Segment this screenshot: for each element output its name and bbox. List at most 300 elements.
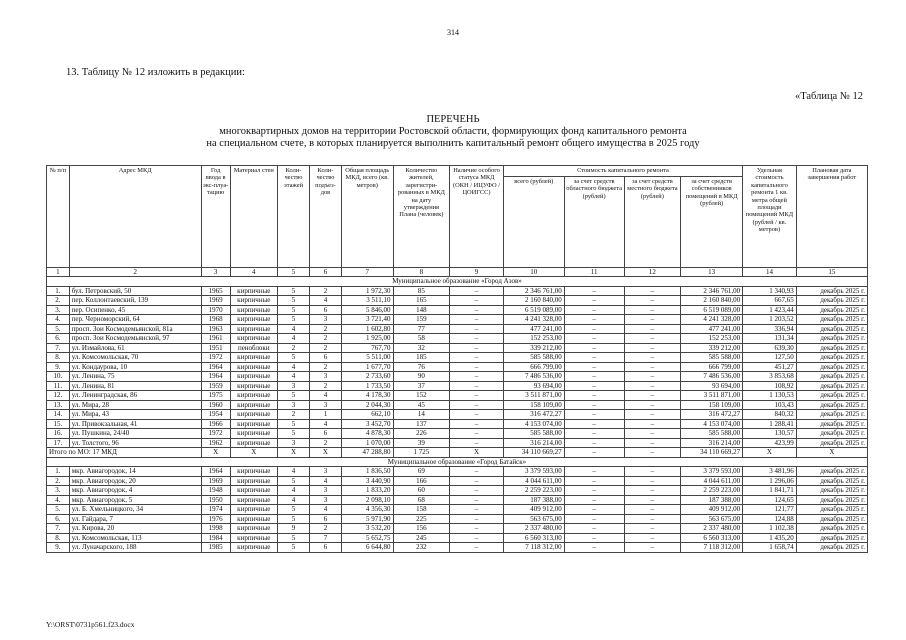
- table-cell: 585 588,00: [503, 429, 564, 439]
- table-cell: 166: [393, 476, 450, 486]
- table-row: [47, 514, 868, 524]
- section-title: Муниципальное образование «Город Батайск»: [47, 457, 868, 467]
- table-cell: декабрь 2025 г.: [796, 495, 867, 505]
- table-cell: –: [564, 410, 624, 420]
- table-cell: 124,65: [743, 495, 797, 505]
- table-cell: 2 337 480,00: [503, 524, 564, 534]
- table-cell: декабрь 2025 г.: [796, 543, 867, 553]
- table-cell: декабрь 2025 г.: [796, 334, 867, 344]
- table-cell: кирпичные: [230, 315, 277, 325]
- table-cell: ул. Ленина, 81: [69, 381, 201, 391]
- total-cell: X: [230, 448, 277, 458]
- table-cell: 6 560 313,00: [503, 533, 564, 543]
- table-cell: 4: [278, 495, 310, 505]
- table-cell: мкр. Авиагородок, 5: [69, 495, 201, 505]
- table-cell: –: [564, 514, 624, 524]
- table-cell: 17.: [47, 438, 70, 448]
- header-cost-owners: за счет средств собственников помещений в МКД (рублей): [681, 177, 743, 268]
- table-cell: –: [450, 324, 504, 334]
- section-title: Муниципальное образование «Город Азов»: [47, 277, 868, 287]
- table-cell: 9: [278, 524, 310, 534]
- table-cell: –: [624, 334, 681, 344]
- table-cell: 1968: [201, 315, 230, 325]
- table-cell: 5: [278, 315, 310, 325]
- total-cell: –: [624, 448, 681, 458]
- table-cell: ул. Мира, 28: [69, 400, 201, 410]
- table-cell: декабрь 2025 г.: [796, 467, 867, 477]
- table-cell: –: [450, 467, 504, 477]
- table-cell: 585 588,00: [681, 353, 743, 363]
- table-cell: –: [564, 400, 624, 410]
- table-cell: –: [564, 533, 624, 543]
- table-cell: 4: [309, 296, 341, 306]
- table-cell: 76: [393, 362, 450, 372]
- table-cell: –: [564, 381, 624, 391]
- table-cell: 339 212,00: [503, 343, 564, 353]
- table-cell: декабрь 2025 г.: [796, 419, 867, 429]
- column-number: 11: [564, 268, 624, 277]
- table-cell: 3 452,70: [341, 419, 393, 429]
- table-cell: 4: [309, 419, 341, 429]
- table-cell: 103,43: [743, 400, 797, 410]
- table-cell: 4: [278, 372, 310, 382]
- table-cell: –: [564, 353, 624, 363]
- table-cell: 39: [393, 438, 450, 448]
- table-cell: 158: [393, 505, 450, 515]
- table-cell: –: [564, 334, 624, 344]
- table-cell: декабрь 2025 г.: [796, 476, 867, 486]
- table-cell: –: [564, 467, 624, 477]
- table-row: [47, 391, 868, 401]
- table-cell: –: [624, 400, 681, 410]
- table-row: [47, 505, 868, 515]
- table-cell: кирпичные: [230, 381, 277, 391]
- table-row: [47, 486, 868, 496]
- table-cell: 3 721,40: [341, 315, 393, 325]
- table-row: [47, 372, 868, 382]
- table-cell: декабрь 2025 г.: [796, 286, 867, 296]
- table-cell: ул. Кондаурова, 10: [69, 362, 201, 372]
- table-cell: –: [624, 296, 681, 306]
- total-cell: X: [309, 448, 341, 458]
- table-cell: 1 435,20: [743, 533, 797, 543]
- column-number: 5: [278, 268, 310, 277]
- table-cell: 1951: [201, 343, 230, 353]
- table-cell: 4: [278, 324, 310, 334]
- table-cell: просп. Зои Космодемьянской, 97: [69, 334, 201, 344]
- table-cell: 4 356,30: [341, 505, 393, 515]
- total-cell: 34 110 669,27: [503, 448, 564, 458]
- total-cell: X: [278, 448, 310, 458]
- table-cell: декабрь 2025 г.: [796, 296, 867, 306]
- table-cell: 187 388,00: [681, 495, 743, 505]
- table-cell: –: [564, 524, 624, 534]
- table-cell: –: [624, 438, 681, 448]
- table-cell: 124,88: [743, 514, 797, 524]
- table-cell: 37: [393, 381, 450, 391]
- table-cell: декабрь 2025 г.: [796, 438, 867, 448]
- table-cell: 121,77: [743, 505, 797, 515]
- table-cell: –: [564, 419, 624, 429]
- table-cell: –: [624, 362, 681, 372]
- table-cell: декабрь 2025 г.: [796, 343, 867, 353]
- total-cell: X: [743, 448, 797, 458]
- table-cell: 1974: [201, 505, 230, 515]
- table-cell: –: [450, 505, 504, 515]
- table-cell: 3 379 593,00: [503, 467, 564, 477]
- total-cell: X: [201, 448, 230, 458]
- table-cell: 5: [278, 505, 310, 515]
- table-row: [47, 543, 868, 553]
- table-cell: –: [624, 429, 681, 439]
- table-cell: 1 288,41: [743, 419, 797, 429]
- table-cell: 1976: [201, 514, 230, 524]
- table-cell: декабрь 2025 г.: [796, 486, 867, 496]
- table-cell: 108,92: [743, 381, 797, 391]
- table-cell: 6: [309, 514, 341, 524]
- table-cell: –: [564, 476, 624, 486]
- table-cell: 451,27: [743, 362, 797, 372]
- table-cell: 2 160 840,00: [681, 296, 743, 306]
- table-cell: 232: [393, 543, 450, 553]
- table-cell: мкр. Авиагородок, 4: [69, 486, 201, 496]
- table-cell: 7 486 536,00: [681, 372, 743, 382]
- table-cell: кирпичные: [230, 391, 277, 401]
- table-cell: 1 833,20: [341, 486, 393, 496]
- table-cell: 9.: [47, 362, 70, 372]
- table-cell: 7 118 312,00: [681, 543, 743, 553]
- table-cell: –: [624, 467, 681, 477]
- table-cell: 4 153 074,00: [503, 419, 564, 429]
- table-cell: –: [564, 438, 624, 448]
- header-num: № п/п: [47, 166, 70, 268]
- table-cell: –: [450, 315, 504, 325]
- table-cell: ул. Комсомольская, 113: [69, 533, 201, 543]
- table-cell: декабрь 2025 г.: [796, 410, 867, 420]
- table-cell: 1960: [201, 400, 230, 410]
- table-cell: 152 253,00: [503, 334, 564, 344]
- table-cell: 2 259 223,00: [503, 486, 564, 496]
- table-row: [47, 381, 868, 391]
- table-cell: 4: [309, 505, 341, 515]
- table-cell: 6 560 313,00: [681, 533, 743, 543]
- table-cell: –: [450, 305, 504, 315]
- table-cell: декабрь 2025 г.: [796, 429, 867, 439]
- column-number: 2: [69, 268, 201, 277]
- table-cell: 6: [309, 543, 341, 553]
- table-cell: –: [450, 543, 504, 553]
- header-wall: Материал стен: [230, 166, 277, 268]
- table-cell: 6: [309, 305, 341, 315]
- table-cell: 2: [309, 381, 341, 391]
- table-cell: 1.: [47, 286, 70, 296]
- table-cell: ул. Ленина, 75: [69, 372, 201, 382]
- table-cell: 2: [309, 324, 341, 334]
- table-cell: 5 511,00: [341, 353, 393, 363]
- table-cell: мкр. Авиагородок, 20: [69, 476, 201, 486]
- table-cell: 3: [309, 486, 341, 496]
- table-cell: 5: [278, 305, 310, 315]
- table-cell: 1970: [201, 305, 230, 315]
- total-label: Итого по МО: 17 МКД: [47, 448, 202, 458]
- table-cell: 1 925,00: [341, 334, 393, 344]
- table-cell: 563 675,00: [503, 514, 564, 524]
- buildings-table: [46, 165, 868, 553]
- table-cell: 158 109,00: [503, 400, 564, 410]
- table-cell: 127,50: [743, 353, 797, 363]
- table-cell: просп. Зои Космодемьянской, 81а: [69, 324, 201, 334]
- table-cell: –: [450, 429, 504, 439]
- table-cell: 767,70: [341, 343, 393, 353]
- table-cell: –: [450, 391, 504, 401]
- table-cell: 7.: [47, 343, 70, 353]
- table-cell: 409 912,00: [681, 505, 743, 515]
- header-cost-group: Стоимость капитального ремонта: [503, 166, 742, 177]
- table-cell: 667,65: [743, 296, 797, 306]
- table-cell: 6 519 089,00: [503, 305, 564, 315]
- table-cell: 85: [393, 286, 450, 296]
- table-row: [47, 533, 868, 543]
- table-cell: 3 853,68: [743, 372, 797, 382]
- table-cell: 316 472,27: [503, 410, 564, 420]
- table-cell: 7 118 312,00: [503, 543, 564, 553]
- table-cell: 1972: [201, 429, 230, 439]
- table-cell: 2: [309, 362, 341, 372]
- table-cell: 639,30: [743, 343, 797, 353]
- table-cell: 187 388,00: [503, 495, 564, 505]
- page-number: 314: [447, 28, 459, 37]
- table-cell: 3: [309, 372, 341, 382]
- column-number: 9: [450, 268, 504, 277]
- header-cost-total: всего (рублей): [503, 177, 564, 268]
- header-area: Общая площадь МКД, всего (кв. метров): [341, 166, 393, 268]
- table-cell: –: [564, 315, 624, 325]
- table-cell: –: [624, 372, 681, 382]
- table-cell: декабрь 2025 г.: [796, 305, 867, 315]
- table-cell: декабрь 2025 г.: [796, 381, 867, 391]
- table-cell: 2: [309, 343, 341, 353]
- table-cell: –: [624, 324, 681, 334]
- table-cell: 1 602,80: [341, 324, 393, 334]
- table-cell: 185: [393, 353, 450, 363]
- table-cell: 11.: [47, 381, 70, 391]
- table-cell: 1.: [47, 467, 70, 477]
- table-cell: 1950: [201, 495, 230, 505]
- table-cell: 137: [393, 419, 450, 429]
- table-cell: 6: [309, 429, 341, 439]
- table-cell: 4.: [47, 495, 70, 505]
- table-cell: 2 044,30: [341, 400, 393, 410]
- table-cell: –: [450, 343, 504, 353]
- table-cell: ул. Комсомольская, 70: [69, 353, 201, 363]
- table-cell: 1959: [201, 381, 230, 391]
- table-cell: кирпичные: [230, 486, 277, 496]
- table-cell: 69: [393, 467, 450, 477]
- table-cell: –: [624, 410, 681, 420]
- document-title: [0, 114, 906, 150]
- table-cell: 2.: [47, 296, 70, 306]
- table-cell: ул. Привокзальная, 41: [69, 419, 201, 429]
- column-number: 1: [47, 268, 70, 277]
- table-cell: –: [564, 391, 624, 401]
- table-cell: 2 098,10: [341, 495, 393, 505]
- table-row: [47, 362, 868, 372]
- table-cell: кирпичные: [230, 476, 277, 486]
- title-line-1: ПЕРЕЧЕНЬ: [426, 114, 480, 125]
- header-floors: Коли-чество этажей: [278, 166, 310, 268]
- table-cell: 6 644,80: [341, 543, 393, 553]
- table-cell: ул. Ленинградская, 86: [69, 391, 201, 401]
- table-cell: 3.: [47, 305, 70, 315]
- table-cell: –: [450, 533, 504, 543]
- table-cell: 7.: [47, 524, 70, 534]
- table-cell: 3 440,90: [341, 476, 393, 486]
- table-cell: 5 971,90: [341, 514, 393, 524]
- table-cell: кирпичные: [230, 305, 277, 315]
- table-cell: 1 102,38: [743, 524, 797, 534]
- column-number: 13: [681, 268, 743, 277]
- table-cell: 1 130,53: [743, 391, 797, 401]
- column-number: 14: [743, 268, 797, 277]
- table-cell: декабрь 2025 г.: [796, 315, 867, 325]
- table-cell: 1962: [201, 438, 230, 448]
- table-cell: 1972: [201, 353, 230, 363]
- table-cell: 3: [278, 381, 310, 391]
- table-cell: –: [624, 495, 681, 505]
- table-cell: кирпичные: [230, 410, 277, 420]
- table-cell: 2: [309, 286, 341, 296]
- table-cell: 1 677,70: [341, 362, 393, 372]
- table-cell: 226: [393, 429, 450, 439]
- table-cell: 158 109,00: [681, 400, 743, 410]
- table-cell: 152 253,00: [681, 334, 743, 344]
- table-cell: 2: [309, 524, 341, 534]
- table-cell: 5.: [47, 324, 70, 334]
- table-cell: 666 799,00: [681, 362, 743, 372]
- header-residents: Количество жителей, зарегистри-рованных в МКД на дату утверждения Плана (человек): [393, 166, 450, 268]
- table-cell: 2 160 840,00: [503, 296, 564, 306]
- table-cell: 2: [278, 410, 310, 420]
- table-row: [47, 315, 868, 325]
- table-cell: 2: [278, 343, 310, 353]
- table-cell: 2 259 223,00: [681, 486, 743, 496]
- table-cell: –: [450, 476, 504, 486]
- table-cell: –: [624, 419, 681, 429]
- table-cell: 1: [309, 410, 341, 420]
- table-cell: 3: [309, 400, 341, 410]
- table-cell: –: [624, 305, 681, 315]
- table-cell: –: [564, 543, 624, 553]
- table-cell: –: [450, 486, 504, 496]
- table-cell: 5: [278, 353, 310, 363]
- table-cell: 1 203,52: [743, 315, 797, 325]
- table-cell: декабрь 2025 г.: [796, 324, 867, 334]
- table-cell: 10.: [47, 372, 70, 382]
- header-deadline: Плановая дата завершения работ: [796, 166, 867, 268]
- table-cell: 1964: [201, 467, 230, 477]
- table-cell: 662,10: [341, 410, 393, 420]
- table-cell: 1 070,00: [341, 438, 393, 448]
- table-cell: кирпичные: [230, 514, 277, 524]
- table-cell: –: [450, 410, 504, 420]
- table-cell: 245: [393, 533, 450, 543]
- table-cell: 336,94: [743, 324, 797, 334]
- table-cell: 6: [309, 353, 341, 363]
- table-cell: кирпичные: [230, 429, 277, 439]
- table-cell: 1965: [201, 286, 230, 296]
- table-cell: 152: [393, 391, 450, 401]
- table-cell: 3: [309, 315, 341, 325]
- header-year: Год ввода в экс-плуа-тацию: [201, 166, 230, 268]
- table-row: [47, 400, 868, 410]
- table-cell: 840,32: [743, 410, 797, 420]
- table-cell: –: [564, 486, 624, 496]
- table-cell: –: [564, 286, 624, 296]
- table-cell: 14: [393, 410, 450, 420]
- table-cell: –: [624, 486, 681, 496]
- table-cell: 6.: [47, 514, 70, 524]
- table-cell: 8.: [47, 533, 70, 543]
- column-number: 6: [309, 268, 341, 277]
- table-cell: 5 652,75: [341, 533, 393, 543]
- table-cell: ул. Луначарского, 188: [69, 543, 201, 553]
- table-cell: 130,57: [743, 429, 797, 439]
- table-cell: 585 588,00: [681, 429, 743, 439]
- title-line-3: на специальном счете, в которых планируется выполнить капитальный ремонт общего имущества в 2025 году: [206, 138, 700, 149]
- table-cell: кирпичные: [230, 438, 277, 448]
- table-cell: –: [564, 372, 624, 382]
- table-cell: пер. Коллонтаевский, 139: [69, 296, 201, 306]
- table-cell: кирпичные: [230, 467, 277, 477]
- table-cell: –: [564, 305, 624, 315]
- table-cell: 156: [393, 524, 450, 534]
- table-cell: 148: [393, 305, 450, 315]
- table-cell: кирпичные: [230, 296, 277, 306]
- table-cell: 4 241 328,00: [503, 315, 564, 325]
- table-cell: 5: [278, 419, 310, 429]
- table-cell: –: [564, 429, 624, 439]
- table-cell: 90: [393, 372, 450, 382]
- table-cell: –: [564, 324, 624, 334]
- table-cell: –: [450, 438, 504, 448]
- table-row: [47, 438, 868, 448]
- table-cell: –: [450, 514, 504, 524]
- table-row: [47, 410, 868, 420]
- column-number: 3: [201, 268, 230, 277]
- table-cell: декабрь 2025 г.: [796, 514, 867, 524]
- table-cell: 5: [278, 286, 310, 296]
- table-cell: кирпичные: [230, 524, 277, 534]
- table-cell: 15.: [47, 419, 70, 429]
- table-cell: 1 340,93: [743, 286, 797, 296]
- column-number: 8: [393, 268, 450, 277]
- table-cell: 8.: [47, 353, 70, 363]
- table-cell: 4 178,30: [341, 391, 393, 401]
- column-number: 10: [503, 268, 564, 277]
- total-cell: 34 110 669,27: [681, 448, 743, 458]
- table-cell: 13.: [47, 400, 70, 410]
- table-row: [47, 429, 868, 439]
- table-cell: декабрь 2025 г.: [796, 362, 867, 372]
- table-cell: 3: [278, 438, 310, 448]
- table-cell: 60: [393, 486, 450, 496]
- table-cell: –: [450, 381, 504, 391]
- column-number: 12: [624, 268, 681, 277]
- table-cell: 9.: [47, 543, 70, 553]
- table-cell: 2 346 761,00: [681, 286, 743, 296]
- table-cell: кирпичные: [230, 286, 277, 296]
- table-cell: 1 972,30: [341, 286, 393, 296]
